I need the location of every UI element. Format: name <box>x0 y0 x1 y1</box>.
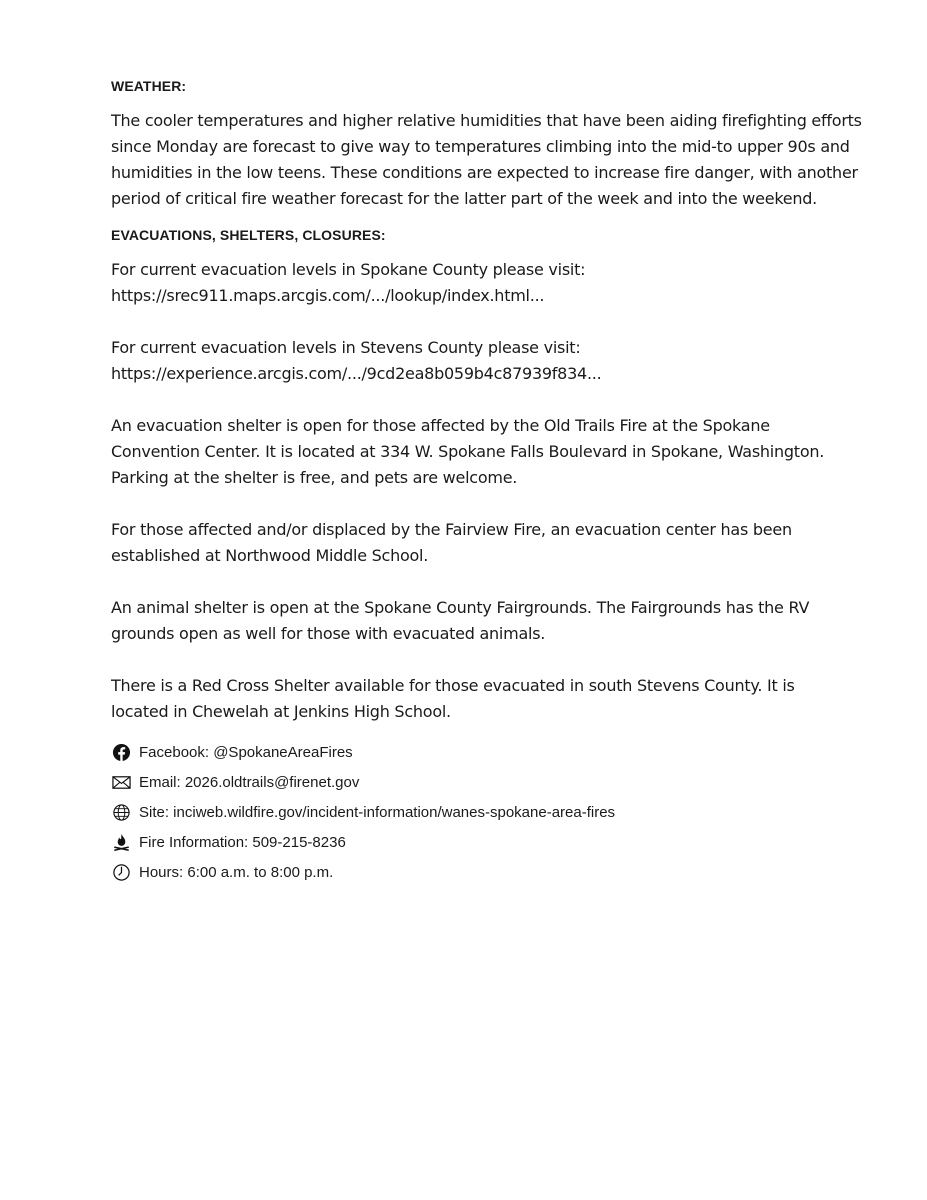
red-cross-paragraph <box>111 673 871 725</box>
stevens-evacuation-paragraph <box>111 335 871 387</box>
text-line: Parking at the shelter is free, and pets are welcome. <box>111 468 518 487</box>
animal-shelter-paragraph <box>111 595 871 647</box>
contact-facebook <box>111 737 871 767</box>
contact-site-text[interactable]: Site: inciweb.wildfire.gov/incident-information/wanes-spokane-area-fires <box>139 803 616 821</box>
globe-icon <box>111 802 131 822</box>
text-line: An evacuation shelter is open for those affected by the Old Trails Fire at the Spokane <box>111 416 770 435</box>
text-line: For current evacuation levels in Stevens County please visit: <box>111 338 581 357</box>
email-icon <box>111 772 131 792</box>
text-line: grounds open as well for those with evacuated animals. <box>111 624 546 643</box>
text-line: The cooler temperatures and higher relative humidities that have been aiding firefighting efforts <box>111 111 862 130</box>
contact-hours-text: Hours: 6:00 a.m. to 8:00 p.m. <box>139 863 334 881</box>
weather-heading: WEATHER: <box>111 78 187 94</box>
text-line: Convention Center. It is located at 334 W. Spokane Falls Boulevard in Spokane, Washington. <box>111 442 825 461</box>
facebook-icon <box>111 742 131 762</box>
clock-icon <box>111 862 131 882</box>
text-line: There is a Red Cross Shelter available for those evacuated in south Stevens County. It is <box>111 676 795 695</box>
contact-fire-information-text[interactable]: Fire Information: 509-215-8236 <box>139 833 346 851</box>
fairview-paragraph <box>111 517 871 569</box>
contact-email <box>111 767 871 797</box>
text-line: For those affected and/or displaced by the Fairview Fire, an evacuation center has been <box>111 520 792 539</box>
stevens-evacuation-link[interactable]: https://experience.arcgis.com/.../9cd2ea8b059b4c87939f834... <box>111 364 602 383</box>
weather-paragraph <box>111 108 871 212</box>
contact-list <box>111 737 871 887</box>
text-line: period of critical fire weather forecast for the latter part of the week and into the weekend. <box>111 189 817 208</box>
document-content <box>111 78 871 887</box>
text-line: For current evacuation levels in Spokane County please visit: <box>111 260 586 279</box>
text-line: established at Northwood Middle School. <box>111 546 429 565</box>
evacuations-heading: EVACUATIONS, SHELTERS, CLOSURES: <box>111 227 386 243</box>
text-line: An animal shelter is open at the Spokane County Fairgrounds. The Fairgrounds has the RV <box>111 598 810 617</box>
contact-facebook-text[interactable]: Facebook: @SpokaneAreaFires <box>139 743 353 761</box>
contact-fire-information <box>111 827 871 857</box>
fire-icon <box>111 832 131 852</box>
contact-email-text[interactable]: Email: 2026.oldtrails@firenet.gov <box>139 773 360 791</box>
contact-hours <box>111 857 871 887</box>
text-line: humidities in the low teens. These conditions are expected to increase fire danger, with another <box>111 163 858 182</box>
text-line: since Monday are forecast to give way to temperatures climbing into the mid-to upper 90s and <box>111 137 850 156</box>
shelter-paragraph <box>111 413 871 491</box>
spokane-evacuation-link[interactable]: https://srec911.maps.arcgis.com/.../lookup/index.html... <box>111 286 545 305</box>
contact-site <box>111 797 871 827</box>
text-line: located in Chewelah at Jenkins High School. <box>111 702 451 721</box>
spokane-evacuation-paragraph <box>111 257 871 309</box>
